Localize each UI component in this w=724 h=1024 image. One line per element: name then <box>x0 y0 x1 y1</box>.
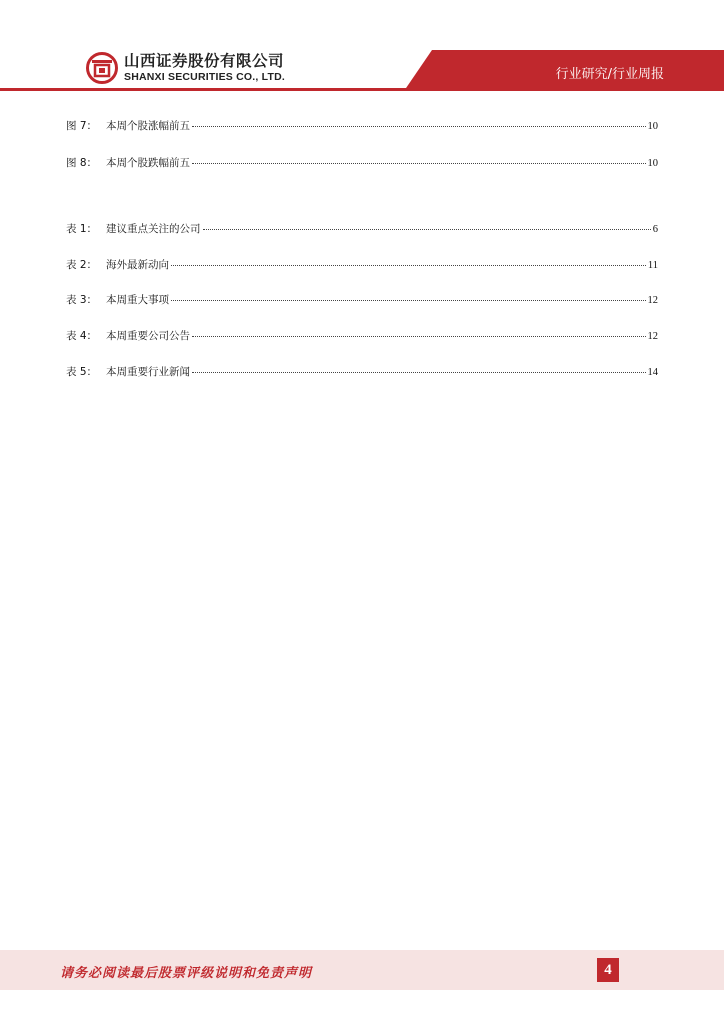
toc-entry-figure-8[interactable] <box>66 155 658 173</box>
page-number: 4 <box>597 958 619 982</box>
toc-entry-page: 12 <box>647 331 658 342</box>
toc-entry-figure-7[interactable] <box>66 118 658 136</box>
toc-entry-table-5[interactable] <box>66 364 658 382</box>
company-name-cn: 山西证券股份有限公司 <box>124 51 285 70</box>
company-name-en: SHANXI SECURITIES CO., LTD. <box>124 71 285 83</box>
toc-entry-title: 本周重要公司公告 <box>106 330 190 342</box>
toc-entry-title: 本周个股涨幅前五 <box>106 120 190 132</box>
toc-entry-key: 图 8： <box>66 157 98 169</box>
toc-entry-key: 表 1： <box>66 223 98 235</box>
toc-entry-key: 图 7： <box>66 120 98 132</box>
toc-leader-dots <box>203 229 651 230</box>
toc-leader-dots <box>192 126 646 127</box>
page-header <box>0 0 724 100</box>
page-footer <box>0 950 724 990</box>
company-logo <box>86 52 285 84</box>
toc-entry-title: 本周重要行业新闻 <box>106 366 190 378</box>
toc-entry-page: 6 <box>652 224 658 235</box>
toc-entry-table-4[interactable] <box>66 328 658 346</box>
report-category: 行业研究/行业周报 <box>555 67 664 82</box>
toc-leader-dots <box>192 336 646 337</box>
toc-entry-page: 10 <box>647 121 658 132</box>
toc-entry-table-3[interactable] <box>66 292 658 310</box>
toc-entry-title: 建议重点关注的公司 <box>106 223 201 235</box>
toc-entry-page: 11 <box>647 260 658 271</box>
toc-entry-key: 表 3： <box>66 294 98 306</box>
toc-leader-dots <box>171 300 646 301</box>
toc-entry-title: 本周重大事项 <box>106 294 169 306</box>
toc-leader-dots <box>192 163 646 164</box>
toc-entry-page: 10 <box>647 158 658 169</box>
toc-entry-key: 表 4： <box>66 330 98 342</box>
toc-leader-dots <box>171 265 646 266</box>
toc-leader-dots <box>192 372 646 373</box>
toc-entry-table-2[interactable] <box>66 257 658 275</box>
toc-entry-title: 本周个股跌幅前五 <box>106 157 190 169</box>
header-banner <box>0 0 724 100</box>
toc-entry-key: 表 5： <box>66 366 98 378</box>
toc-entry-page: 12 <box>647 295 658 306</box>
company-logo-icon <box>86 52 118 84</box>
toc-entry-title: 海外最新动向 <box>106 259 169 271</box>
disclaimer-notice: 请务必阅读最后股票评级说明和免责声明 <box>60 966 313 981</box>
toc-entry-key: 表 2： <box>66 259 98 271</box>
toc-entry-table-1[interactable] <box>66 221 658 239</box>
toc-entry-page: 14 <box>647 367 658 378</box>
